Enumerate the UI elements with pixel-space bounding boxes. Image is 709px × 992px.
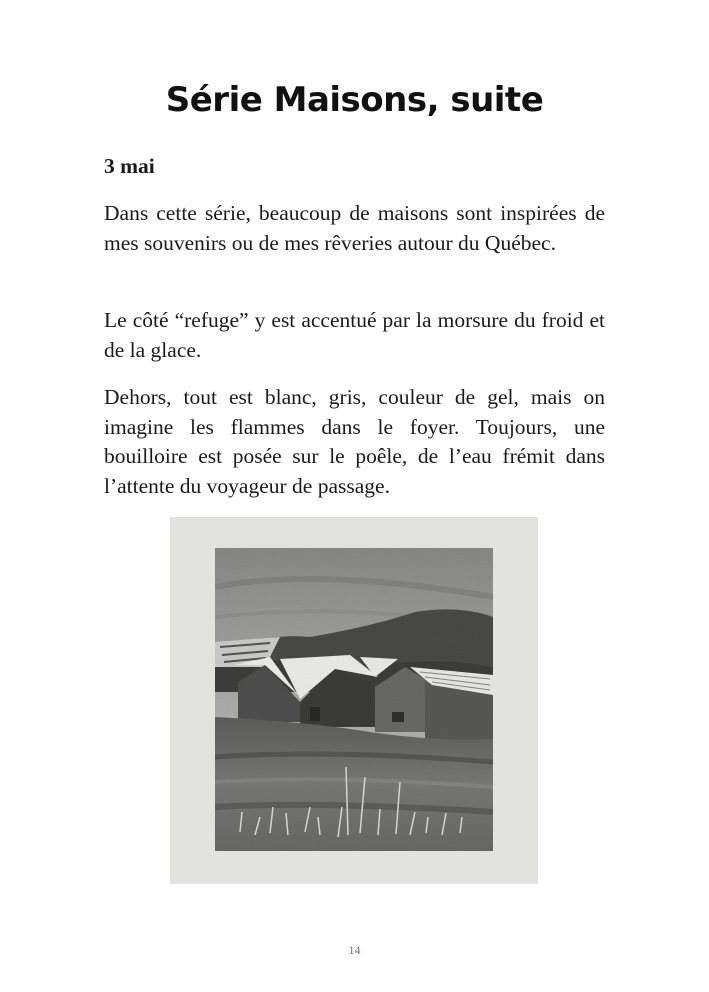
entry-date: 3 mai xyxy=(104,154,155,178)
page-number: 14 xyxy=(348,943,361,957)
etching-illustration xyxy=(170,517,538,884)
page-title: Série Maisons, suite xyxy=(165,80,544,120)
paragraph-2: Le côté “refuge” y est accentué par la morsure du froid et de la glace. xyxy=(104,308,605,362)
paragraph-3: Dehors, tout est blanc, gris, couleur de gel, mais on imagine les flammes dans le foyer. Toujours, une bouilloire est posée sur le poêle, de l’eau frémit dans l’attente du voyageur de passage. xyxy=(104,385,605,498)
etching-photo xyxy=(170,517,538,884)
etching-plate xyxy=(215,548,493,851)
paragraph-1: Dans cette série, beaucoup de maisons sont inspirées de mes souvenirs ou de mes rêveries autour du Québec. xyxy=(104,201,605,255)
